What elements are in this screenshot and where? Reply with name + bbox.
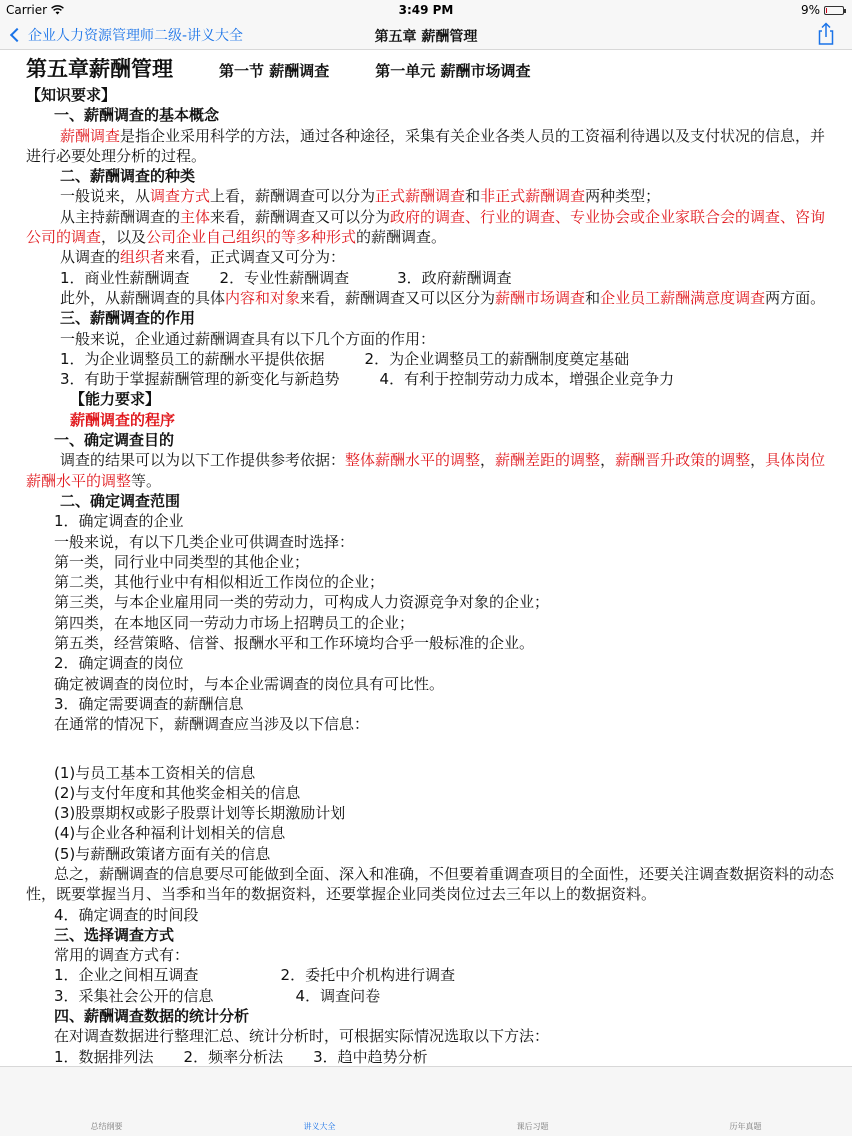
subheading: 二、薪酬调查的种类 [60,167,196,186]
list-item: 4．调查问卷 [295,986,381,1005]
paragraph-text: 调查的结果可以为以下工作提供参考依据： [60,451,346,470]
list-item: 1．商业性薪酬调查 [60,268,190,287]
list-row [26,369,834,389]
paragraph-text: 两方面。 [765,288,826,307]
highlight-term: 薪酬调查 [60,126,121,145]
battery-icon [824,6,844,15]
highlight-term: 具体岗位薪酬水平的调整 [26,451,826,490]
highlight-term: 企业员工薪酬满意度调查 [600,288,766,307]
paragraph [26,288,834,308]
list-row [26,349,834,369]
highlight-term: 主体 [180,207,211,226]
share-icon[interactable] [814,22,838,46]
list-item: (1)与员工基本工资相关的信息 [54,763,256,782]
subheading: 一、确定调查目的 [54,431,175,450]
list-item: 1．确定调查的企业 [54,512,184,531]
knowledge-requirements-label: 【知识要求】 [26,86,117,104]
list-item: 2．为企业调整员工的薪酬制度奠定基础 [364,349,630,368]
list-row [26,1047,834,1067]
paragraph-text: 和 [585,288,601,307]
paragraph-text: ， [480,451,496,470]
highlight-term: 非正式薪酬调查 [480,187,586,206]
highlight-heading: 薪酬调查的程序 [70,410,176,429]
ability-requirements-label: 【能力要求】 [70,390,161,409]
subheading: 三、选择调查方式 [54,925,175,944]
list-item: 第五类，经营策略、信誉、报酬水平和工作环境均合乎一般标准的企业。 [54,634,535,653]
list-item: 4．有利于控制劳动力成本，增强企业竞争力 [379,370,675,389]
list-item: 3．趋中趋势分析 [313,1047,428,1066]
tab-past-exams[interactable] [639,1067,852,1136]
list-item: 2．委托中介机构进行调查 [280,966,456,985]
highlight-term: 政府的调查、行业的调查、专业协会或企业家联合会的调查、咨询公司的调查 [26,207,826,247]
subheading: 二、确定调查范围 [60,491,181,510]
paragraph: 在通常的情况下，薪酬调查应当涉及以下信息： [54,715,370,734]
subheading: 四、薪酬调查数据的统计分析 [54,1007,250,1026]
list-item: 2．确定调查的岗位 [54,654,184,673]
list-row [26,965,834,985]
paragraph-text: 从主持薪酬调查的 [60,207,181,226]
highlight-term: 薪酬差距的调整 [495,451,601,470]
paragraph-text: 从调查的 [60,248,121,267]
list-item: 2．专业性薪酬调查 [219,268,350,287]
section-title: 第一节 薪酬调查 [219,62,330,80]
paragraph [26,186,834,206]
paragraph-text: 等。 [131,471,162,490]
paragraph: 一般来说，企业通过薪酬调查具有以下几个方面的作用： [60,329,436,348]
paragraph-text: ，以及 [101,228,147,247]
list-item: 3．确定需要调查的薪酬信息 [54,694,244,713]
tab-lectures[interactable] [213,1067,426,1136]
paragraph-text: 来看，正式调查又可分为： [165,248,346,267]
paragraph [26,126,834,167]
list-item: (2)与支付年度和其他奖金相关的信息 [54,783,301,802]
paragraph-text: ， [750,451,766,470]
highlight-term: 公司企业自己组织的等多种形式 [146,228,357,247]
list-item: 3．政府薪酬调查 [397,268,512,287]
list-item: (3)股票期权或影子股票计划等长期激励计划 [54,804,346,823]
list-item: 4．确定调查的时间段 [54,905,199,924]
highlight-term: 组织者 [120,248,166,267]
paragraph-text: 上看，薪酬调查可以分为 [210,187,376,206]
list-item: (4)与企业各种福利计划相关的信息 [54,824,286,843]
paragraph-text: ， [600,451,616,470]
paragraph-text: 来看，薪酬调查又可以分为 [210,207,391,226]
tab-bar [0,1066,852,1136]
paragraph [26,247,834,267]
back-button-label: 企业人力资源管理师二级-讲义大全 [28,28,244,44]
chapter-title: 第五章薪酬管理 [26,57,173,81]
list-item: 1．数据排列法 [54,1047,154,1066]
subheading: 三、薪酬调查的作用 [60,309,196,328]
highlight-term: 薪酬市场调查 [495,288,586,307]
list-item: 第一类，同行业中同类型的其他企业； [54,552,310,571]
navigation-bar [0,20,852,50]
paragraph: 常用的调查方式有： [54,946,190,965]
chapter-heading [26,55,834,85]
battery-info [801,3,844,17]
list-item: 第二类，其他行业中有相似相近工作岗位的企业； [54,573,385,592]
paragraph [26,207,834,248]
tab-label: 历年真题 [729,1122,762,1131]
battery-percent: 9% [800,3,820,17]
tab-label: 讲义大全 [303,1122,336,1131]
list-item: 2．频率分析法 [183,1047,284,1066]
list-item: 3．有助于掌握薪酬管理的新变化与新趋势 [60,370,340,389]
highlight-term: 整体薪酬水平的调整 [345,451,481,470]
list-row [26,268,834,288]
highlight-term: 正式薪酬调查 [375,187,466,206]
nav-title: 第五章 薪酬管理 [374,29,478,45]
carrier-label: Carrier [6,3,48,17]
unit-title: 第一单元 薪酬市场调查 [375,62,531,80]
highlight-term: 薪酬晋升政策的调整 [615,451,751,470]
paragraph-text: 此外，从薪酬调查的具体 [60,288,226,307]
paragraph-text: 总之，薪酬调查的信息要尽可能做到全面、深入和准确，不但要着重调查项目的全面性，还要关注调查数据资料的动态性，既要掌握当月、当季和当年的数据资料，还要掌握企业同类岗位过去三年以上的数据资料。 [26,864,835,904]
list-item: 第四类，在本地区同一劳动力市场上招聘员工的企业； [54,613,415,632]
blank-gap [26,735,834,763]
paragraph [26,450,834,491]
paragraph-text: 是指企业采用科学的方法，通过各种途径，采集有关企业各类人员的工资福利待遇以及支付状况的信息，并进行必要处理分析的过程。 [26,126,826,165]
highlight-term: 调查方式 [150,187,211,206]
paragraph-text: 两种类型； [585,187,661,206]
tab-label: 课后习题 [516,1122,549,1131]
list-item: 第三类，与本企业雇用同一类的劳动力，可构成人力资源竞争对象的企业； [54,593,550,612]
paragraph [26,864,834,905]
status-time: 3:49 PM [398,3,454,17]
lecture-content[interactable] [0,51,852,1066]
subheading: 一、薪酬调查的基本概念 [54,106,220,125]
paragraph-text: 的薪酬调查。 [356,228,447,247]
status-bar [0,0,852,20]
paragraph-text: 一般说来，从 [60,187,151,206]
paragraph: 确定被调查的岗位时，与本企业需调查的岗位具有可比性。 [54,674,445,693]
paragraph-text: 来看，薪酬调查又可以区分为 [300,288,496,307]
tab-exercises[interactable] [426,1067,639,1136]
list-item: 1．为企业调整员工的薪酬水平提供依据 [60,349,325,368]
highlight-term: 内容和对象 [225,288,301,307]
battery-level-fill [826,8,827,13]
tab-label: 总结纲要 [90,1122,123,1131]
tab-summary[interactable] [0,1067,213,1136]
paragraph: 在对调查数据进行整理汇总、统计分析时，可根据实际情况选取以下方法： [54,1027,550,1046]
list-row [26,986,834,1006]
paragraph-text: 和 [465,187,481,206]
list-item: 1．企业之间相互调查 [54,966,199,985]
paragraph: 一般来说，有以下几类企业可供调查时选择： [54,532,355,551]
list-item: 3．采集社会公开的信息 [54,986,214,1005]
list-item: (5)与薪酬政策诸方面有关的信息 [54,844,271,863]
